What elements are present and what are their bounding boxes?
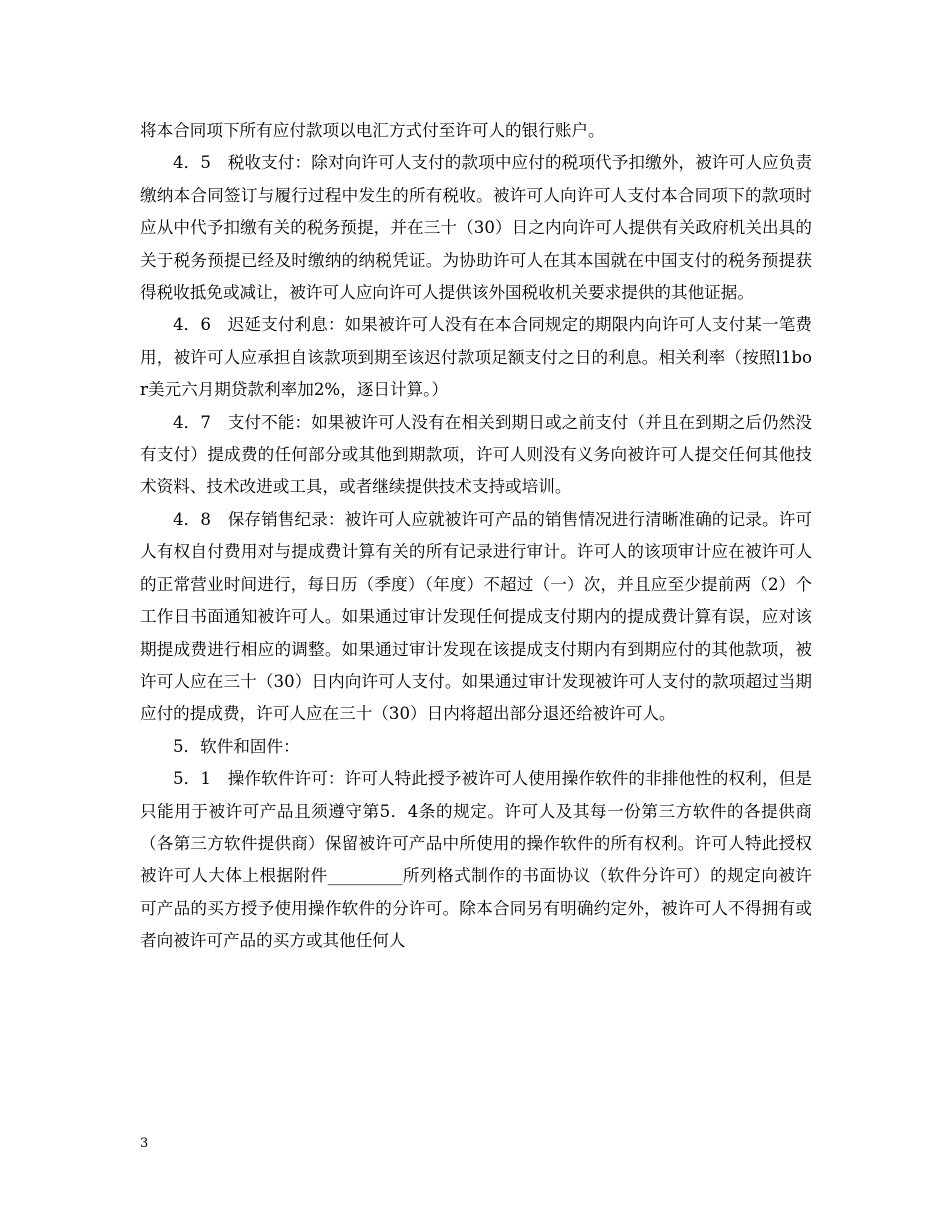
paragraph-4-7-non-payment: 4．7 支付不能：如果被许可人没有在相关到期日或之前支付（并且在到期之后仍然没有支付）提成费的任何部分或其他到期款项，许可人则没有义务向被许可人提交任何其他技术资料、技术改进或工具，或者继续提供技术支持或培训。 — [140, 412, 812, 497]
paragraph-4-5-tax-payment: 4．5 税收支付：除对向许可人支付的款项中应付的税项代予扣缴外，被许可人应负责缴纳本合同签订与履行过程中发生的所有税收。被许可人向许可人支付本合同项下的款项时应从中代予扣缴有关的税务预提，并在三十（30）日之内向许可人提供有关政府机关出具的关于税务预提已经及时缴纳的纳税凭证。为协助许可人在其本国就在中国支付的税务预提获得税收抵免或减让，被许可人应向许可人提供该外国税收机关要求提供的其他证据。 — [140, 153, 812, 303]
document-body — [140, 115, 812, 958]
paragraph-5-1-os-license: 5．1 操作软件许可：许可人特此授予被许可人使用操作软件的非排他性的权利，但是只能用于被许可产品且须遵守第5．4条的规定。许可人及其每一份第三方软件的各提供商（各第三方软件提供商）保留被许可产品中所使用的操作软件的所有权利。许可人特此授权被许可人大体上根据附件_________所列格式制作的书面协议（软件分许可）的规定向被许可产品的买方授予使用操作软件的分许可。除本合同另有明确约定外，被许可人不得拥有或者向被许可产品的买方或其他任何人 — [140, 769, 812, 951]
paragraph-4-6-late-interest: 4．6 迟延支付利息：如果被许可人没有在本合同规定的期限内向许可人支付某一笔费用，被许可人应承担自该款项到期至该迟付款项足额支付之日的利息。相关利率（按照l1bor美元六月期贷款利率加2%，逐日计算。） — [140, 315, 812, 400]
paragraph-4-8-sales-records: 4．8 保存销售纪录：被许可人应就被许可产品的销售情况进行清晰准确的记录。许可人有权自付费用对与提成费计算有关的所有记录进行审计。许可人的该项审计应在被许可人的正常营业时间进行，每日历（季度）（年度）不超过（一）次，并且应至少提前两（2）个工作日书面通知被许可人。如果通过审计发现任何提成支付期内的提成费计算有误，应对该期提成费进行相应的调整。如果通过审计发现在该提成支付期内有到期应付的其他款项，被许可人应在三十（30）日内向许可人支付。如果通过审计发现被许可人支付的款项超过当期应付的提成费，许可人应在三十（30）日内将超出部分退还给被许可人。 — [140, 509, 812, 724]
section-heading-5-software-firmware: 5．软件和固件： — [173, 736, 300, 756]
paragraph-bank-transfer: 将本合同项下所有应付款项以电汇方式付至许可人的银行账户。 — [140, 121, 605, 140]
page-number: 3 — [140, 1136, 149, 1151]
